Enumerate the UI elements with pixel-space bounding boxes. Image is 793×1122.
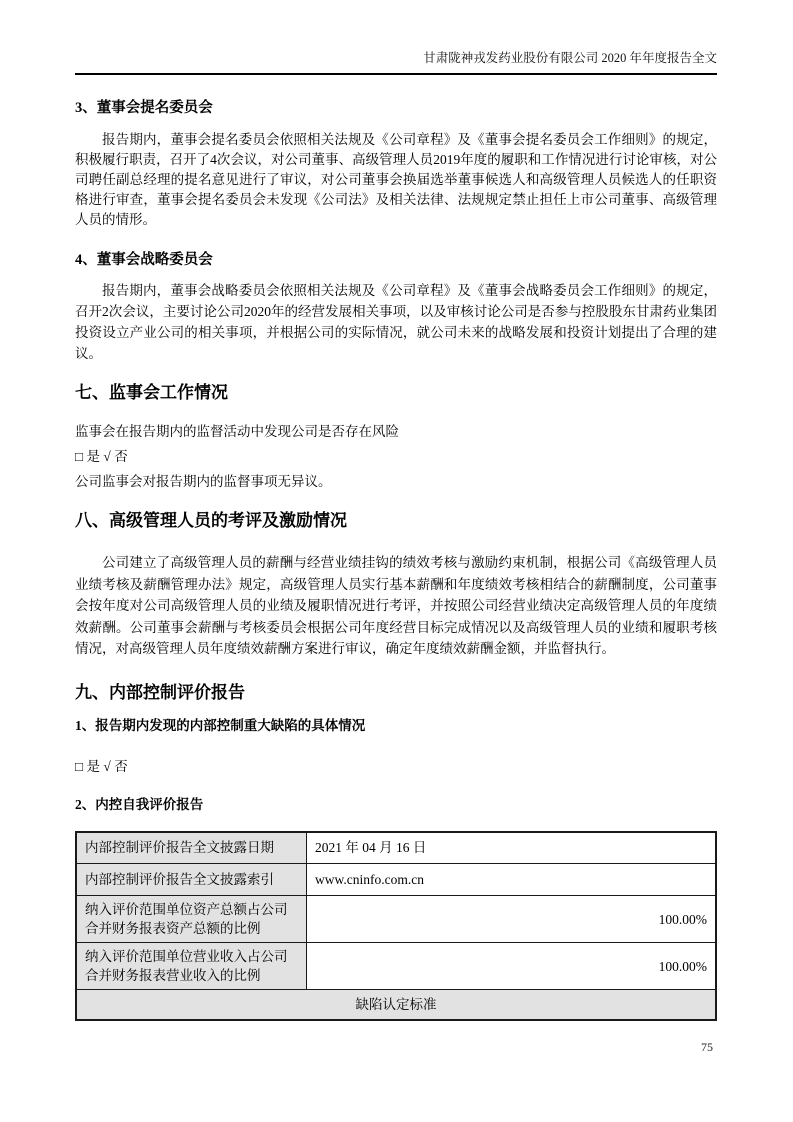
paragraph-strategy-committee: 报告期内，董事会战略委员会依照相关法规及《公司章程》及《董事会战略委员会工作细则》的规定，召开2次会议，主要讨论公司2020年的经营发展相关事项，以及审核讨论公司是否参与控股股东甘肃药业集团投资设立产业公司的相关事项，并根据公司的实际情况，就公司未来的战略发展和投资计划提出了合理的建议。: [75, 283, 717, 361]
table-row: [76, 864, 716, 896]
supervisory-risk-question: 监事会在报告期内的监督活动中发现公司是否存在风险: [75, 424, 399, 439]
section-heading-management-evaluation: 八、高级管理人员的考评及激励情况: [75, 511, 347, 530]
section-heading-internal-control: 九、内部控制评价报告: [75, 682, 245, 702]
asset-ratio-label: 纳入评价范围单位资产总额占公司合并财务报表资产总额的比例: [76, 896, 307, 943]
revenue-ratio-value: 100.00%: [307, 943, 717, 990]
paragraph-nomination-committee: 报告期内，董事会提名委员会依照相关法规及《公司章程》及《董事会提名委员会工作细则》的规定，积极履行职责，召开了4次会议，对公司董事、高级管理人员2019年度的履职和工作情况进行讨论审核，对公司聘任副总经理的提名意见进行了审议，对公司董事会换届选举董事候选人和高级管理人员候选人的任职资格进行审查，董事会提名委员会未发现《公司法》及相关法律、法规规定禁止担任上市公司董事、高级管理人员的情形。: [75, 132, 717, 227]
section-heading-strategy-committee: 4、董事会战略委员会: [75, 252, 213, 268]
revenue-ratio-label: 纳入评价范围单位营业收入占公司合并财务报表营业收入的比例: [76, 943, 307, 990]
supervisory-statement: 公司监事会对报告期内的监督事项无异议。: [75, 474, 332, 489]
disclosure-index-label: 内部控制评价报告全文披露索引: [76, 864, 307, 896]
disclosure-index-value: www.cninfo.com.cn: [307, 864, 717, 896]
internal-control-table: [75, 831, 717, 1021]
asset-ratio-value: 100.00%: [307, 896, 717, 943]
table-row: [76, 832, 716, 864]
paragraph-management-evaluation: 公司建立了高级管理人员的薪酬与经营业绩挂钩的绩效考核与激励约束机制，根据公司《高级管理人员业绩考核及薪酬管理办法》规定，高级管理人员实行基本薪酬和年度绩效考核相结合的薪酬制度，公司董事会按年度对公司高级管理人员的业绩及履职情况进行考评，并按照公司经营业绩决定高级管理人员的年度绩效薪酬。公司董事会薪酬与考核委员会根据公司年度经营目标完成情况以及高级管理人员的业绩和履职考核情况，对高级管理人员年度绩效薪酬方案进行审议，确定年度绩效薪酬金额，并监督执行。: [75, 555, 717, 656]
subheading-major-defects: 1、报告期内发现的内部控制重大缺陷的具体情况: [75, 717, 366, 733]
page-number: 75: [701, 1040, 713, 1054]
header-title: 甘肃陇神戎发药业股份有限公司 2020 年年度报告全文: [423, 51, 717, 65]
page-header: [75, 0, 717, 75]
defect-standard-header: 缺陷认定标准: [76, 990, 716, 1020]
internal-control-yes-no-selector: □ 是 √ 否: [75, 758, 128, 774]
supervisory-yes-no-selector: □ 是 √ 否: [75, 449, 128, 464]
table-row: [76, 943, 716, 990]
subheading-self-evaluation-report: 2、内控自我评价报告: [75, 796, 204, 812]
disclosure-date-value: 2021 年 04 月 16 日: [307, 832, 717, 864]
table-row: [76, 896, 716, 943]
section-heading-supervisory-board: 七、监事会工作情况: [75, 383, 228, 402]
section-heading-nomination-committee: 3、董事会提名委员会: [75, 100, 213, 116]
table-row: [76, 990, 716, 1020]
disclosure-date-label: 内部控制评价报告全文披露日期: [76, 832, 307, 864]
